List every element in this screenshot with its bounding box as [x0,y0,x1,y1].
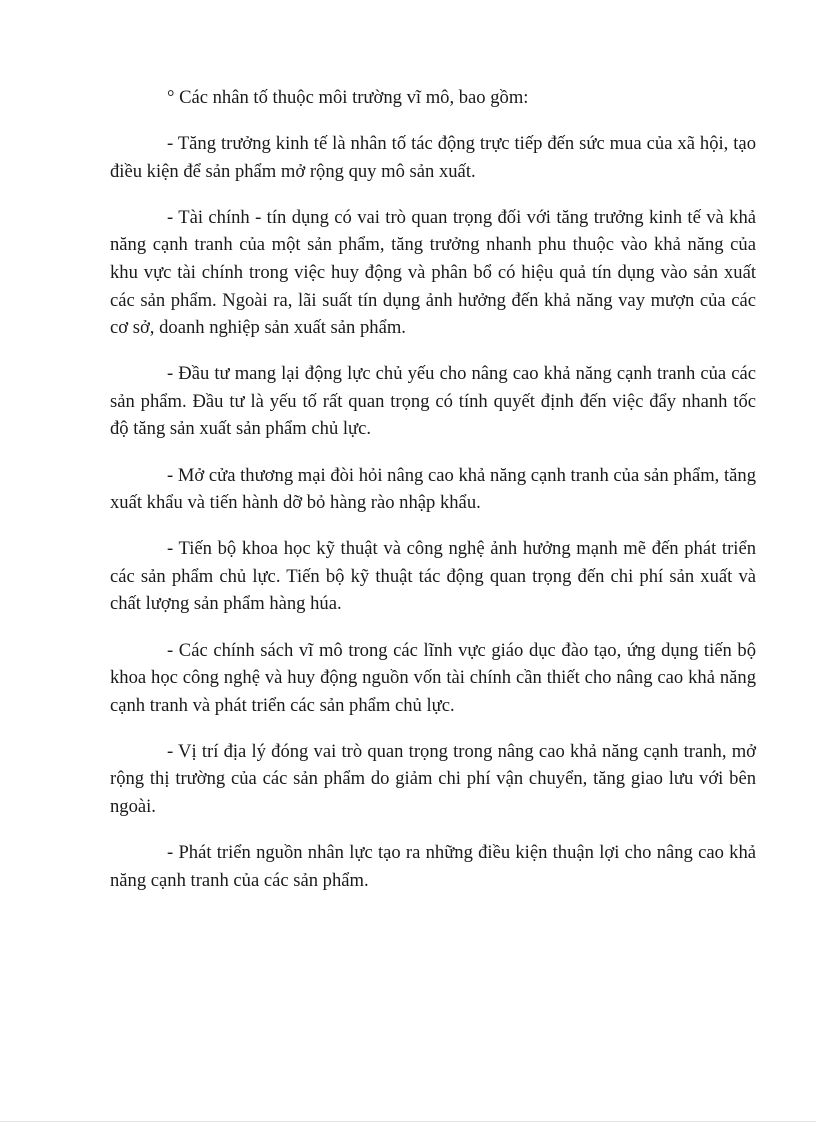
section-heading: ° Các nhân tố thuộc môi trường vĩ mô, bao gồm: [167,87,529,108]
paragraph-investment: - Đầu tư mang lại động lực chủ yếu cho nâng cao khả năng cạnh tranh của các sản phẩm. Đầu tư là yếu tố rất quan trọng có tính quyết định đến việc đẩy nhanh tốc độ tăng sản xuất sản phẩm chủ lực. [110,363,756,440]
page-bottom-divider [0,1121,816,1122]
paragraph-economic-growth: - Tăng trưởng kinh tế là nhân tố tác động trực tiếp đến sức mua của xã hội, tạo điều kiện để sản phẩm mở rộng quy mô sản xuất. [110,133,756,182]
paragraph-technology: - Tiến bộ khoa học kỹ thuật và công nghệ ảnh hưởng mạnh mẽ đến phát triển các sản phẩm chủ lực. Tiến bộ kỹ thuật tác động quan trọng đến chi phí sản xuất và chất lượng sản phẩm hàng húa. [110,538,756,615]
document-body [110,84,756,913]
paragraph-human-resources: - Phát triển nguồn nhân lực tạo ra những điều kiện thuận lợi cho nâng cao khả năng cạnh tranh của các sản phẩm. [110,842,756,891]
paragraph-trade-opening: - Mở cửa thương mại đòi hỏi nâng cao khả năng cạnh tranh của sản phẩm, tăng xuất khẩu và tiến hành dỡ bỏ hàng rào nhập khẩu. [110,464,756,514]
paragraph-macro-policy: - Các chính sách vĩ mô trong các lĩnh vực giáo dục đào tạo, ứng dụng tiến bộ khoa học công nghệ và huy động nguồn vốn tài chính cần thiết cho nâng cao khả năng cạnh tranh và phát triển các sản phẩm chủ lực. [110,639,756,716]
paragraph-finance-credit: - Tài chính - tín dụng có vai trò quan trọng đối với tăng trưởng kinh tế và khả năng cạnh tranh của một sản phẩm, tăng trưởng nhanh phu thuộc vào khả năng của khu vực tài chính trong việc huy động và phân bổ có hiệu quả tín dụng vào sản xuất các sản phẩm. Ngoài ra, lãi suất tín dụng ảnh hưởng đến khả năng vay mượn của các cơ sở, doanh nghiệp sản xuất sản phẩm. [110,206,756,339]
paragraph-geography: - Vị trí địa lý đóng vai trò quan trọng trong nâng cao khả năng cạnh tranh, mở rộng thị trường của các sản phẩm do giảm chi phí vận chuyển, tăng giao lưu với bên ngoài. [110,740,756,817]
